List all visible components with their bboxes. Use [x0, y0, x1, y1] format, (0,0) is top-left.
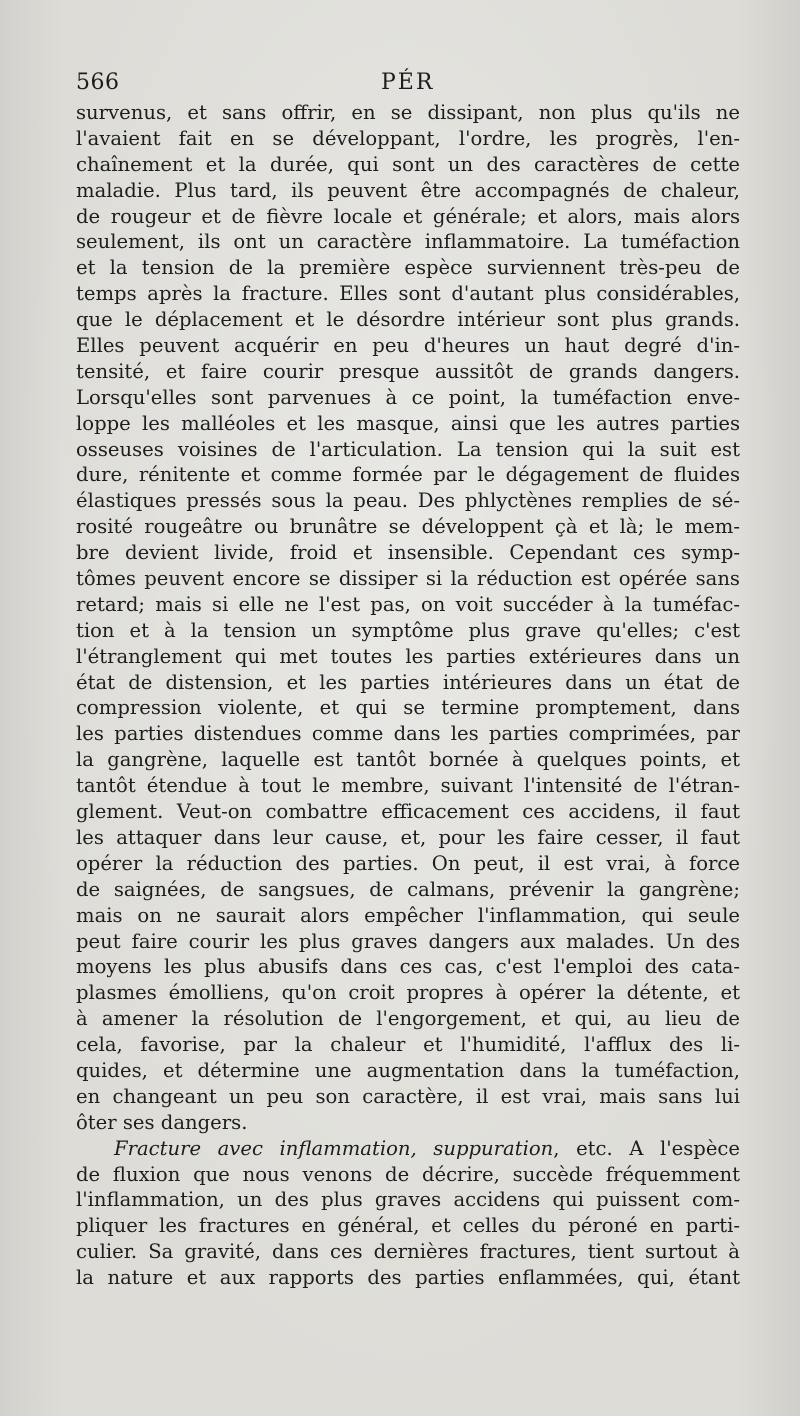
text-line: les attaquer dans leur cause, et, pour les faire cesser, il faut	[76, 825, 740, 849]
text-line: tantôt étendue à tout le membre, suivant l'intensité de l'étran-	[76, 774, 740, 798]
text-line: à amener la résolution de l'engorgement, et qui, au lieu de	[76, 1007, 740, 1031]
text-line: l'avaient fait en se développant, l'ordre, les progrès, l'en-	[76, 126, 740, 150]
running-title: PÉR	[381, 70, 435, 95]
text-line: cela, favorise, par la chaleur et l'humidité, l'afflux des li-	[76, 1033, 740, 1057]
text-line: tômes peuvent encore se dissiper si la réduction est opérée sans	[76, 567, 740, 591]
text-line: de fluxion que nous venons de décrire, succède fréquemment	[76, 1162, 740, 1186]
text-line: élastiques pressés sous la peau. Des phlyctènes remplies de sé-	[76, 489, 740, 513]
text-line: opérer la réduction des parties. On peut, il est vrai, à force	[76, 851, 740, 875]
text-line: état de distension, et les parties intérieures dans un état de	[76, 670, 740, 694]
text-line: retard; mais si elle ne l'est pas, on voit succéder à la tuméfac-	[76, 592, 740, 616]
text-line: Lorsqu'elles sont parvenues à ce point, la tuméfaction enve-	[76, 385, 740, 409]
text-line: Elles peuvent acquérir en peu d'heures un haut degré d'in-	[76, 334, 740, 358]
text-line: la gangrène, laquelle est tantôt bornée à quelques points, et	[76, 748, 740, 772]
page-number: 566	[76, 70, 120, 95]
text-line: moyens les plus abusifs dans ces cas, c'est l'emploi des cata-	[76, 955, 740, 979]
section-heading-continuation: , etc. A l'espèce	[553, 1136, 740, 1160]
text-line: plasmes émolliens, qu'on croit propres à opérer la détente, et	[76, 981, 740, 1005]
text-line: seulement, ils ont un caractère inflammatoire. La tuméfaction	[76, 230, 740, 254]
text-line: de saignées, de sangsues, de calmans, prévenir la gangrène;	[76, 877, 740, 901]
text-line: de rougeur et de fièvre locale et générale; et alors, mais alors	[76, 204, 740, 228]
text-line: l'étranglement qui met toutes les parties extérieures dans un	[76, 644, 740, 668]
text-line: quides, et détermine une augmentation dans la tuméfaction,	[76, 1058, 740, 1082]
text-line: peut faire courir les plus graves dangers aux malades. Un des	[76, 929, 740, 953]
text-line: dure, rénitente et comme formée par le dégagement de fluides	[76, 463, 740, 487]
running-head	[76, 66, 740, 100]
section-heading: Fracture avec inflammation, suppuration	[114, 1136, 554, 1160]
text-line: tion et à la tension un symptôme plus grave qu'elles; c'est	[76, 618, 740, 642]
text-line: loppe les malléoles et les masque, ainsi que les autres parties	[76, 411, 740, 435]
body-text	[76, 100, 740, 1291]
text-line: l'inflammation, un des plus graves accidens qui puissent com-	[76, 1188, 740, 1212]
section-heading-line	[76, 1136, 740, 1162]
text-line: glement. Veut-on combattre efficacement ces accidens, il faut	[76, 800, 740, 824]
text-line: mais on ne saurait alors empêcher l'inflammation, qui seule	[76, 903, 740, 927]
text-line: rosité rougeâtre ou brunâtre se développent çà et là; le mem-	[76, 515, 740, 539]
text-line: osseuses voisines de l'articulation. La tension qui la suit est	[76, 437, 740, 461]
text-line: culier. Sa gravité, dans ces dernières fractures, tient surtout à	[76, 1240, 740, 1264]
paragraph-end-line: ôter ses dangers.	[76, 1110, 248, 1134]
text-line: chaînement et la durée, qui sont un des caractères de cette	[76, 152, 740, 176]
text-line: pliquer les fractures en général, et celles du péroné en parti-	[76, 1214, 740, 1238]
text-line: survenus, et sans offrir, en se dissipant, non plus qu'ils ne	[76, 101, 740, 124]
text-line: bre devient livide, froid et insensible. Cependant ces symp-	[76, 541, 740, 565]
text-line: tensité, et faire courir presque aussitôt de grands dangers.	[76, 359, 740, 383]
text-line: les parties distendues comme dans les parties comprimées, par	[76, 722, 740, 746]
text-line: compression violente, et qui se termine promptement, dans	[76, 696, 740, 720]
text-line: maladie. Plus tard, ils peuvent être accompagnés de chaleur,	[76, 178, 740, 202]
text-line: que le déplacement et le désordre intérieur sont plus grands.	[76, 308, 740, 332]
text-line: la nature et aux rapports des parties enflammées, qui, étant	[76, 1266, 740, 1290]
text-line: temps après la fracture. Elles sont d'autant plus considérables,	[76, 282, 740, 306]
text-line: en changeant un peu son caractère, il est vrai, mais sans lui	[76, 1084, 740, 1108]
text-line: et la tension de la première espèce surviennent très-peu de	[76, 256, 740, 280]
